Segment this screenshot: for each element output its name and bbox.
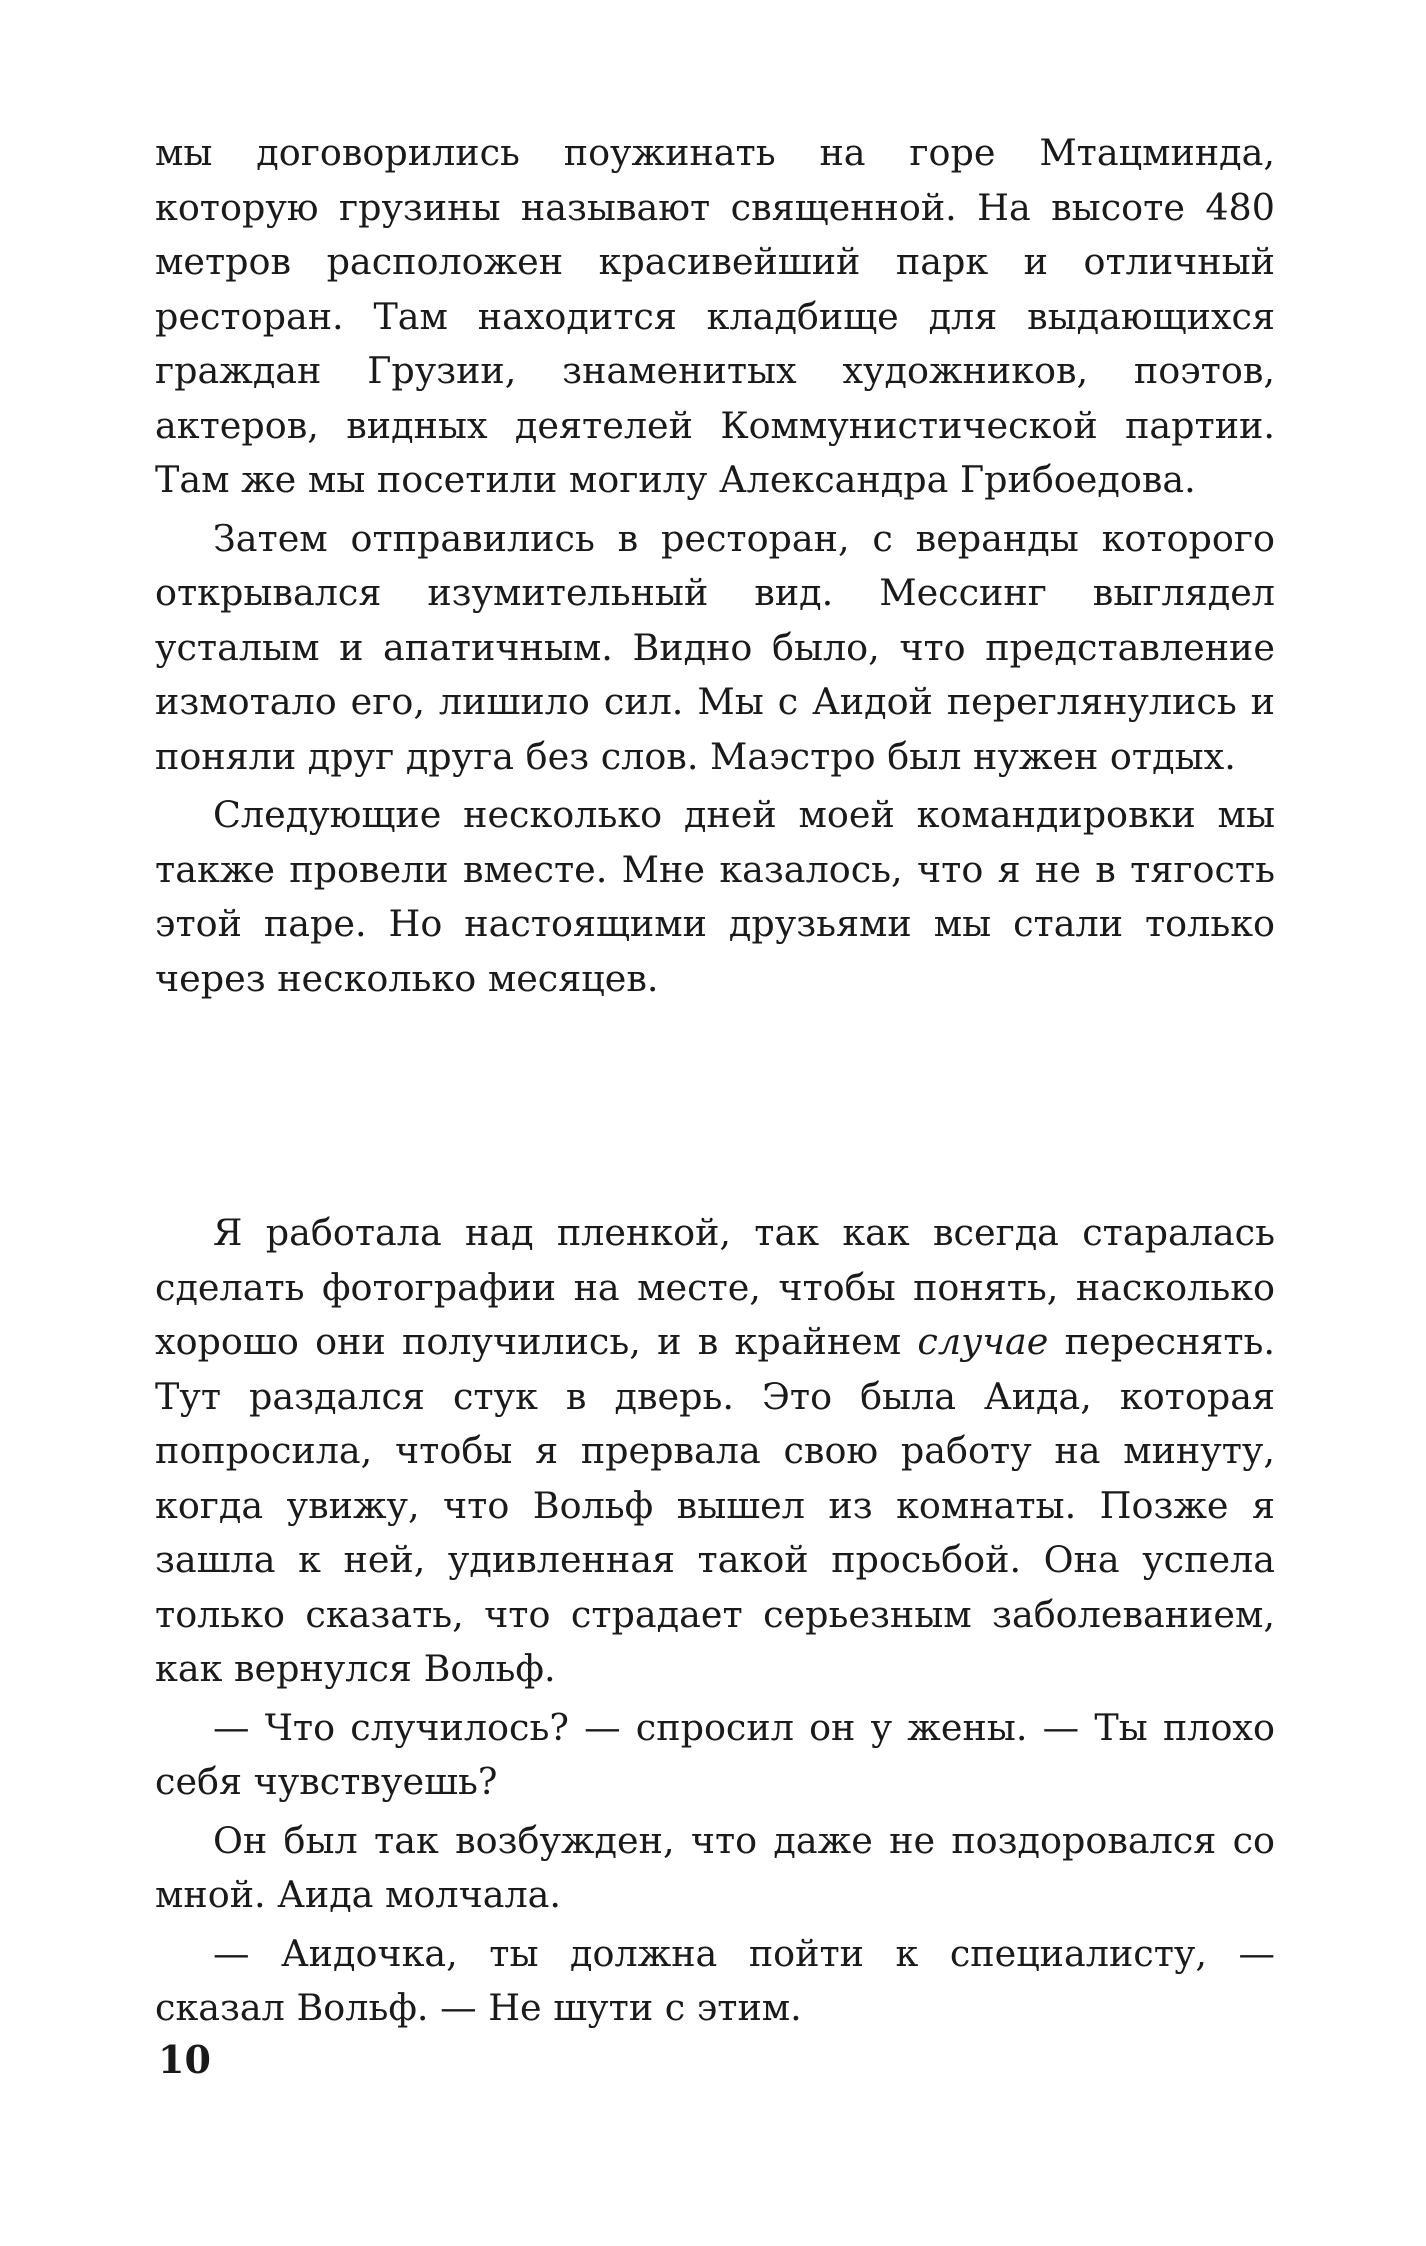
paragraph: Затем отправились в ресторан, с веранды которого открывался изумительный вид. Мессинг выглядел усталым и апатичным. Видно было, что представление измотало его, лишило сил. Мы с Аидой переглянулись и поняли друг друга без слов. Маэстро был нужен отдых. <box>155 516 1275 778</box>
page-number: 10 <box>158 2037 211 2082</box>
paragraph: мы договорились поужинать на горе Мтацминда, которую грузины называют священной. На высоте 480 метров расположен красивейший парк и отличный ресторан. Там находится кладбище для выдающихся граждан Грузии, знаменитых художников, поэтов, актеров, видных деятелей Коммунистической партии. Там же мы посетили могилу Александра Грибоедова. <box>155 131 1275 501</box>
paragraph-text: переснять. Тут раздался стук в дверь. Это была Аида, которая попросила, чтобы я прервала свою работу на минуту, когда увижу, что Вольф вышел из комнаты. Позже я зашла к ней, удивленная такой просьбой. Она успела только сказать, что страдает серьезным заболеванием, как вернулся Вольф. <box>155 1320 1275 1690</box>
text-section-bottom <box>155 1206 1275 2036</box>
paragraph <box>155 1206 1275 1697</box>
text-section-top <box>155 126 1275 1006</box>
paragraph-text: Я работала над пленкой, так как всегда старалась сделать фотографии на месте, чтобы понять, насколько хорошо они получились, и в крайнем <box>155 1211 1275 1363</box>
paragraph: Он был так возбужден, что даже не поздоровался со мной. Аида молчала. <box>155 1818 1275 1916</box>
paragraph: Следующие несколько дней моей командировки мы также провели вместе. Мне казалось, что я не в тягость этой паре. Но настоящими друзьями мы стали только через несколько месяцев. <box>155 793 1275 1000</box>
italic-word: случае <box>917 1320 1049 1363</box>
dialogue-paragraph: — Что случилось? — спросил он у жены. — Ты плохо себя чувствуешь? <box>155 1705 1275 1803</box>
dialogue-paragraph: — Аидочка, ты должна пойти к специалисту, — сказал Вольф. — Не шути с этим. <box>155 1931 1275 2029</box>
